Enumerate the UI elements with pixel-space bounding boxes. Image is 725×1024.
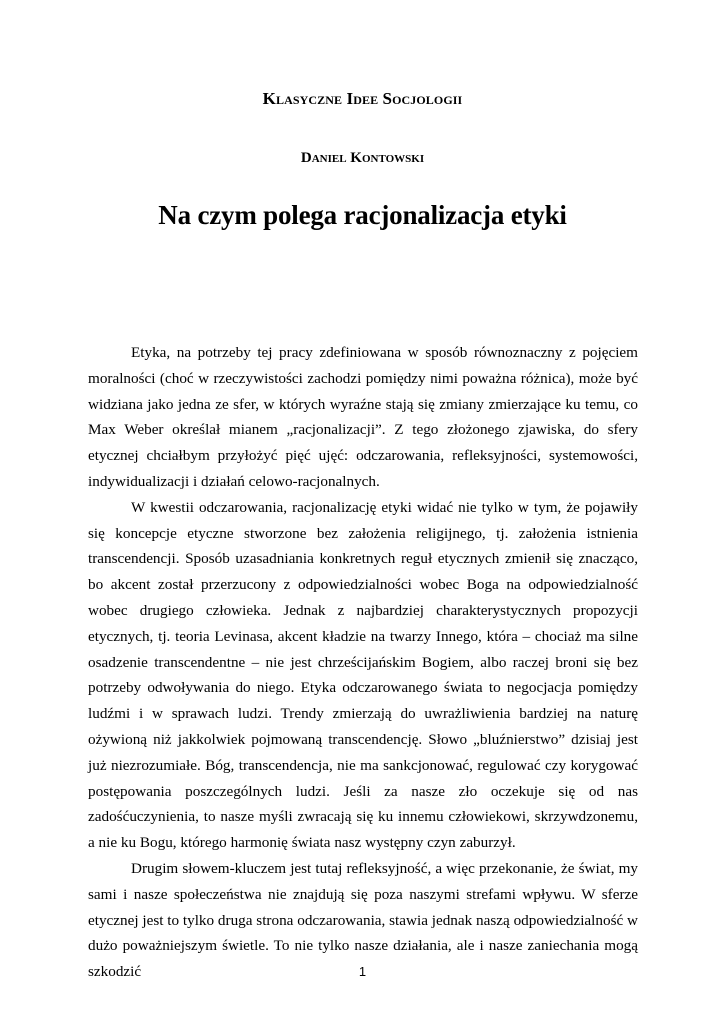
author-name: Daniel Kontowski: [300, 150, 425, 166]
paragraph: Drugim słowem-kluczem jest tutaj refleksyjność, a więc przekonanie, że świat, my sami i nasze społeczeństwa nie znajdują się poza naszymi strefami wpływu. W sferze etycznej jest to tylko druga strona odczarowania, stawia jednak naszą odpowiedzialność w dużo poważniejszym świetle. To nie tylko nasze działania, ale i nasze zaniechania mogą szkodzić: [88, 859, 638, 981]
article-body: [88, 340, 638, 985]
article-title: Na czym polega racjonalizacja etyki: [158, 200, 567, 230]
page-number: 1: [358, 964, 367, 979]
paragraph: W kwestii odczarowania, racjonalizację etyki widać nie tylko w tym, że pojawiły się koncepcje etyczne stworzone bez założenia religijnego, tj. założenia istnienia transcendencji. Sposób uzasadniania konkretnych reguł etycznych zmienił się znacząco, bo akcent został przerzucony z odpowiedzialności wobec Boga na odpowiedzialność wobec drugiego człowieka. Jednak z najbardziej charakterystycznych propozycji etycznych, tj. teoria Levinasa, akcent kładzie na twarzy Innego, która – chociaż ma silne osadzenie transcendentne – nie jest chrześcijańskim Bogiem, albo raczej broni się bez potrzeby odwoływania do niego. Etyka odczarowanego świata to negocjacja pomiędzy ludźmi i w sprawach ludzi. Trendy zmierzają do uwrażliwienia bardziej na naturę ożywioną niż jakkolwiek pojmowaną transcendencję. Słowo „bluźnierstwo” dzisiaj jest już niezrozumiałe. Bóg, transcendencja, nie ma sankcjonować, regulować czy korygować postępowania poszczególnych ludzi. Jeśli za nasze zło oczekuje się od nas zadośćuczynienia, to nasze myśli zwracają się ku innemu człowiekowi, skrzywdzonemu, a nie ku Bogu, którego harmonię świata nasz występny czyn zaburzył.: [88, 498, 638, 852]
paragraph: Etyka, na potrzeby tej pracy zdefiniowana w sposób równoznaczny z pojęciem moralności (choć w rzeczywistości zachodzi pomiędzy nimi poważna różnica), może być widziana jako jedna ze sfer, w których wyraźne stają się zmiany zmierzające ku temu, co Max Weber określał mianem „racjonalizacji”. Z tego złożonego zjawiska, do sfery etycznej chciałbym przyłożyć pięć ujęć: odczarowania, refleksyjności, systemowości, indywidualizacji i działań celowo-racjonalnych.: [88, 344, 638, 490]
series-title: Klasyczne Idee Socjologii: [262, 89, 463, 108]
